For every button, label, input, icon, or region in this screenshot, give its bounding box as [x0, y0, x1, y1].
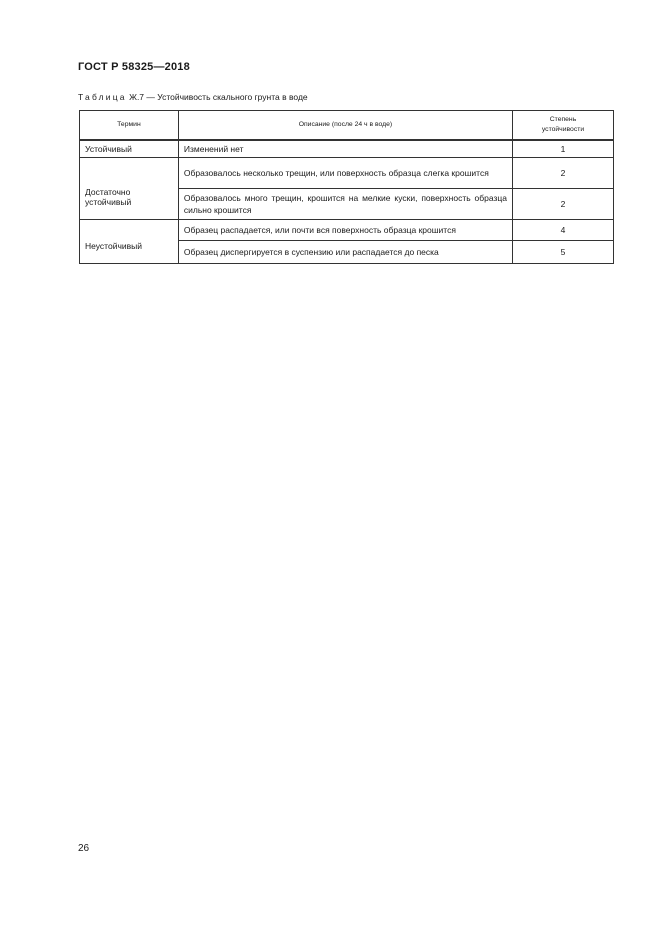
term-cell: Неустойчивый — [80, 220, 179, 264]
table-caption-title: Ж.7 — Устойчивость скального грунта в воде — [126, 92, 308, 102]
table-caption — [78, 92, 308, 102]
header-degree-line2: устойчивости — [541, 126, 585, 133]
description-cell: Образовалось несколько трещин, или поверхность образца слегка крошится — [178, 158, 512, 189]
degree-cell: 5 — [513, 241, 614, 264]
header-degree-line1: Степень — [549, 116, 577, 123]
term-cell: Достаточно устойчивый — [80, 158, 179, 220]
table-row — [80, 158, 614, 189]
stability-table — [79, 110, 614, 264]
term-cell: Устойчивый — [80, 140, 179, 158]
header-term: Термин — [80, 111, 179, 141]
description-cell: Образовалось много трещин, крошится на мелкие куски, поверхность образца сильно крошится — [178, 189, 512, 220]
table-header-row — [80, 111, 614, 141]
degree-cell: 2 — [513, 158, 614, 189]
description-cell: Изменений нет — [178, 140, 512, 158]
table-row — [80, 220, 614, 241]
description-cell: Образец распадается, или почти вся поверхность образца крошится — [178, 220, 512, 241]
degree-cell: 1 — [513, 140, 614, 158]
description-cell: Образец диспергируется в суспензию или распадается до песка — [178, 241, 512, 264]
degree-cell: 4 — [513, 220, 614, 241]
page-number: 26 — [78, 843, 90, 854]
document-header: ГОСТ Р 58325—2018 — [78, 61, 190, 73]
header-description: Описание (после 24 ч в воде) — [178, 111, 512, 141]
header-degree — [513, 111, 614, 141]
degree-cell: 2 — [513, 189, 614, 220]
table-row — [80, 140, 614, 158]
table-caption-prefix: Таблица — [78, 92, 127, 102]
